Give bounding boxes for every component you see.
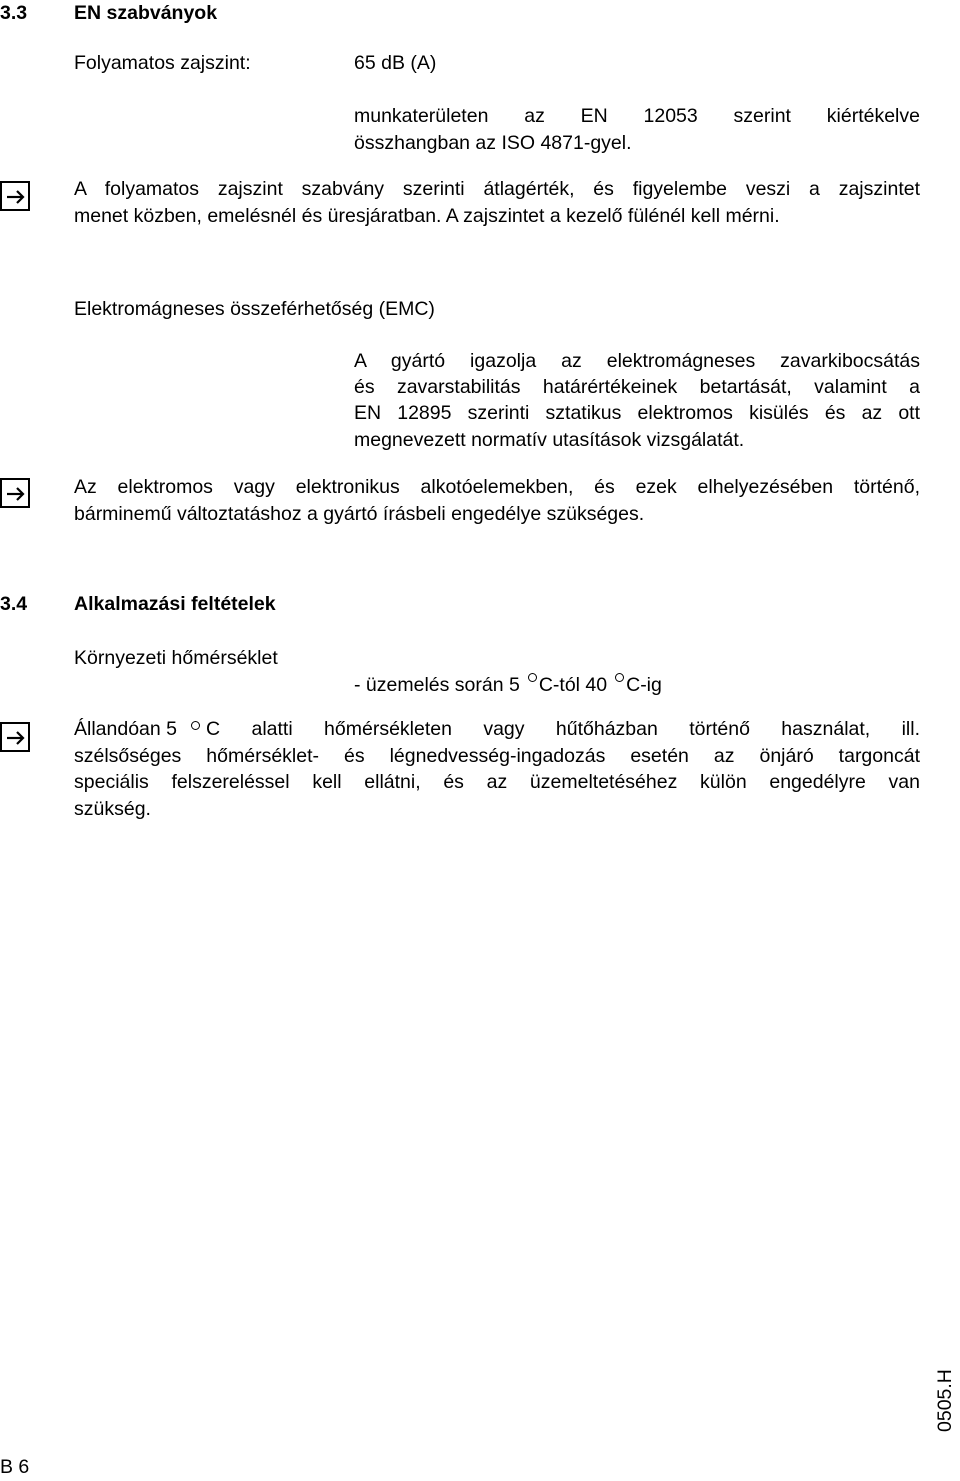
env-range-prefix: - üzemelés során 5: [354, 674, 520, 696]
emc-line3: EN 12895 szerinti sztatikus elektromos kisülés és az ott: [354, 402, 920, 424]
env-label: Környezeti hőmérséklet: [74, 647, 278, 669]
section-number: 3.4: [0, 593, 28, 615]
arrow-right-icon: [0, 478, 30, 508]
note2-line1: Az elektromos vagy elektronikus alkotóelemekben, és ezek elhelyezésében történő,: [74, 476, 920, 498]
note1-line1: A folyamatos zajszint szabvány szerinti átlagérték, és figyelembe veszi a zajszintet: [74, 178, 920, 200]
noise-label: Folyamatos zajszint:: [74, 52, 251, 74]
note3-line3: speciális felszereléssel kell ellátni, és az üzemeltetéséhez külön engedélyre van: [74, 771, 920, 793]
note1-line2: menet közben, emelésnél és üresjáratban. A zajszintet a kezelő fülénél kell mérni.: [74, 205, 780, 227]
emc-line1: A gyártó igazolja az elektromágneses zavarkibocsátás: [354, 350, 920, 372]
degree-icon: [615, 673, 624, 682]
section-title: EN szabványok: [74, 2, 218, 24]
note3-line4: szükség.: [74, 798, 151, 820]
document-code: 0505.H: [934, 1369, 956, 1432]
emc-line2: és zavarstabilitás határértékeinek betartását, valamint a: [354, 376, 920, 398]
noise-value: 65 dB (A): [354, 52, 437, 74]
note2-line2: bárminemű változtatáshoz a gyártó írásbeli engedélye szükséges.: [74, 503, 645, 525]
arrow-right-icon: [0, 181, 30, 211]
env-range-mid: C-tól 40: [538, 674, 608, 696]
degree-icon: [528, 673, 537, 682]
noise-desc-line2: összhangban az ISO 4871-gyel.: [354, 132, 632, 154]
note3-line1-a: Állandóan 5: [74, 718, 178, 740]
degree-icon: [191, 721, 200, 730]
arrow-right-icon: [0, 722, 30, 752]
noise-desc-line1: munkaterületen az EN 12053 szerint kiértékelve: [354, 105, 920, 127]
page-number: B 6: [0, 1456, 30, 1478]
env-range-suffix: C-ig: [626, 674, 662, 696]
section-title: Alkalmazási feltételek: [74, 593, 276, 615]
note3-line2: szélsőséges hőmérséklet- és légnedvesség-ingadozás esetén az önjáró targoncát: [74, 745, 920, 767]
note3-line1: [74, 716, 920, 743]
section-number: 3.3: [0, 2, 28, 24]
env-range: [354, 672, 662, 699]
note3-line1-b: C alatti hőmérsékleten vagy hűtőházban történő használat, ill.: [206, 718, 920, 740]
emc-heading: Elektromágneses összeférhetőség (EMC): [74, 298, 435, 320]
emc-line4: megnevezett normatív utasítások vizsgálatát.: [354, 429, 745, 451]
